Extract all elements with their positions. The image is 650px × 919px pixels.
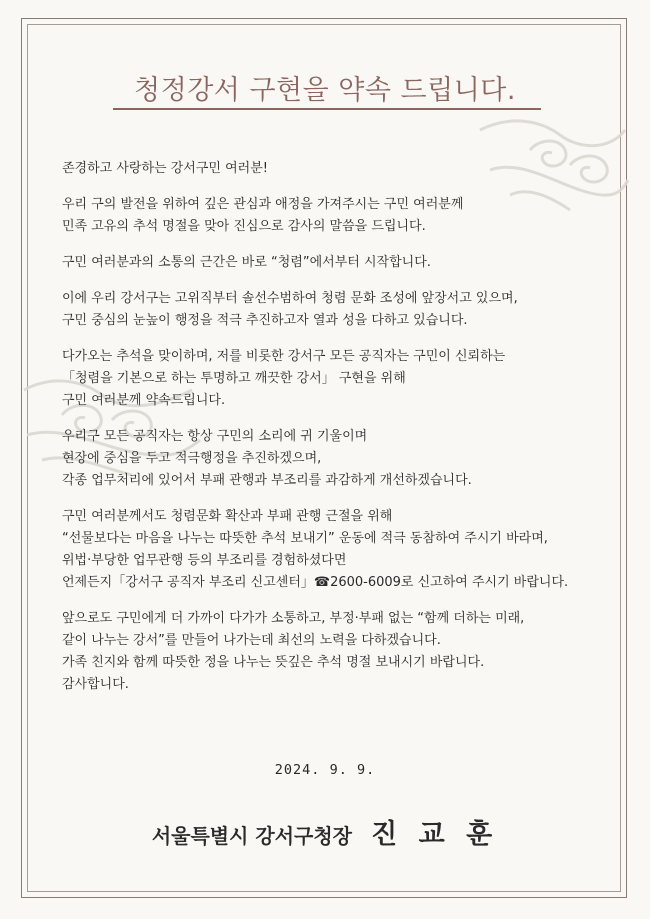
text-line: 앞으로도 구민에게 더 가까이 다가가 소통하고, 부정·부패 없는 “함께 더하는 미래, — [62, 611, 525, 626]
text-line: 현장에 중심을 두고 적극행정을 추진하겠으며, — [62, 451, 322, 466]
letter-title: 청정강서 구현을 약속 드립니다. — [134, 75, 516, 106]
paragraph-request — [62, 506, 582, 594]
signature-name: 진 교 훈 — [371, 819, 499, 850]
paragraph-closing — [62, 608, 582, 696]
signature-title: 서울특별시 강서구청장 — [151, 824, 353, 848]
paragraph-commitment — [62, 426, 582, 492]
text-line: 「청렴을 기본으로 하는 투명하고 깨끗한 강서」 구현을 위해 — [62, 371, 406, 386]
paragraph-greeting — [62, 158, 582, 180]
paragraph-promise — [62, 346, 582, 412]
text-line: 가족 친지와 함께 따뜻한 정을 나누는 뜻깊은 추석 명절 보내시기 바랍니다. — [62, 655, 485, 670]
text-line: 이에 우리 강서구는 고위직부터 솔선수범하여 청렴 문화 조성에 앞장서고 있으며, — [62, 291, 518, 306]
text-line: 우리구 모든 공직자는 항상 구민의 소리에 귀 기울이며 — [62, 429, 368, 444]
paragraph-policy — [62, 288, 582, 332]
text-line: 위법·부당한 업무관행 등의 부조리를 경험하셨다면 — [62, 553, 347, 568]
text-line: 다가오는 추석을 맞이하며, 저를 비롯한 강서구 모든 공직자는 구민이 신뢰하는 — [62, 349, 506, 364]
text-line: 구민 중심의 눈높이 행정을 적극 추진하고자 열과 성을 다하고 있습니다. — [62, 313, 468, 328]
letter-body — [62, 158, 582, 710]
text-line: “선물보다는 마음을 나누는 따뜻한 추석 보내기” 운동에 적극 동참하여 주시기 바라며, — [62, 531, 548, 546]
letter-date: 2024. 9. 9. — [274, 762, 376, 778]
text-line: 우리 구의 발전을 위하여 깊은 관심과 애정을 가져주시는 구민 여러분께 — [62, 197, 464, 212]
text-line: 민족 고유의 추석 명절을 맞아 진심으로 감사의 말씀을 드립니다. — [62, 219, 426, 234]
title-underline — [113, 108, 541, 110]
paragraph-thanks — [62, 194, 582, 238]
text-line: 구민 여러분께 약속드립니다. — [62, 393, 226, 408]
signature-block — [0, 812, 650, 851]
text-line: 언제든지「강서구 공직자 부조리 신고센터」☎2600-6009로 신고하여 주시기 바랍니다. — [62, 575, 569, 590]
text-line: 구민 여러분과의 소통의 근간은 바로 “청렴”에서부터 시작합니다. — [62, 255, 431, 270]
text-line: 구민 여러분께서도 청렴문화 확산과 부패 관행 근절을 위해 — [62, 509, 393, 524]
text-line: 각종 업무처리에 있어서 부패 관행과 부조리를 과감하게 개선하겠습니다. — [62, 473, 472, 488]
paragraph-integrity — [62, 252, 582, 274]
text-line: 존경하고 사랑하는 강서구민 여러분! — [62, 161, 268, 176]
text-line: 감사합니다. — [62, 677, 129, 692]
text-line: 같이 나누는 강서”를 만들어 나가는데 최선의 노력을 다하겠습니다. — [62, 633, 441, 648]
